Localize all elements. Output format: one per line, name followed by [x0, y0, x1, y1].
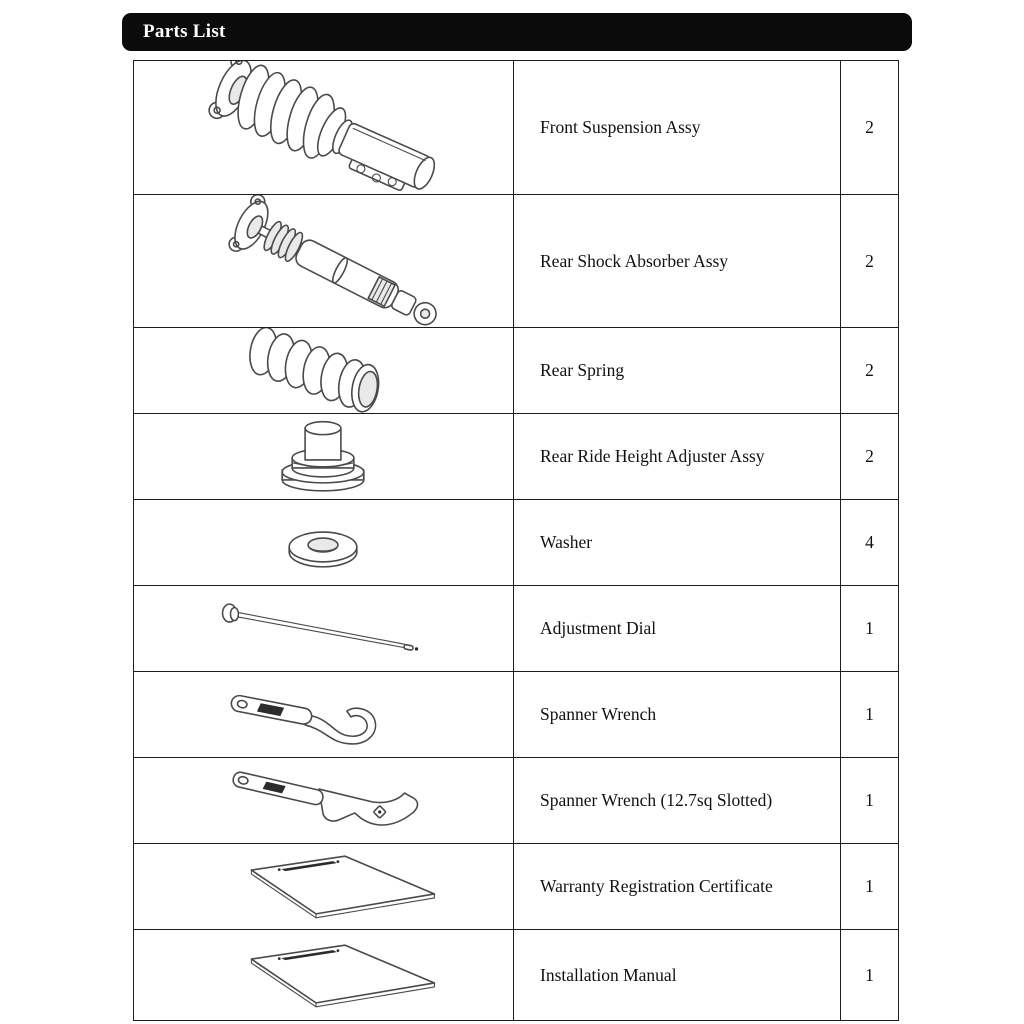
washer-illustration: [134, 500, 513, 585]
rear-shock-absorber-assy-illustration: [134, 195, 513, 327]
table-row: [134, 672, 898, 758]
page-title: Parts List: [143, 21, 226, 42]
part-quantity: 1: [865, 876, 874, 896]
parts-list-header: [122, 13, 912, 51]
part-name: Front Suspension Assy: [514, 61, 841, 194]
table-row: [134, 414, 898, 500]
part-quantity: 4: [865, 532, 874, 552]
table-row: [134, 328, 898, 414]
table-row: [134, 61, 898, 195]
parts-table: [133, 60, 899, 1021]
part-quantity: 2: [865, 446, 874, 466]
installation-manual-illustration: [134, 930, 513, 1020]
rear-ride-height-adjuster-illustration: [134, 414, 513, 499]
part-name: Rear Shock Absorber Assy: [514, 195, 841, 327]
table-row: [134, 844, 898, 930]
adjustment-dial-illustration: [134, 586, 513, 671]
part-name: Rear Spring: [514, 328, 841, 413]
part-quantity: 2: [865, 360, 874, 380]
table-row: [134, 586, 898, 672]
warranty-certificate-illustration: [134, 844, 513, 929]
part-name: Spanner Wrench: [514, 672, 841, 757]
part-image-cell: [134, 844, 514, 929]
part-quantity: 1: [865, 618, 874, 638]
part-quantity: 1: [865, 704, 874, 724]
part-image-cell: [134, 500, 514, 585]
part-image-cell: [134, 61, 514, 194]
part-name: Washer: [514, 500, 841, 585]
spanner-wrench-slotted-illustration: [134, 758, 513, 843]
table-row: [134, 758, 898, 844]
part-name: Rear Ride Height Adjuster Assy: [514, 414, 841, 499]
part-quantity: 2: [865, 250, 874, 271]
part-image-cell: [134, 586, 514, 671]
table-row: [134, 930, 898, 1020]
part-name: Spanner Wrench (12.7sq Slotted): [514, 758, 841, 843]
part-quantity: 1: [865, 790, 874, 810]
table-row: [134, 195, 898, 328]
part-name: Warranty Registration Certificate: [514, 844, 841, 929]
part-image-cell: [134, 195, 514, 327]
part-name: Installation Manual: [514, 930, 841, 1020]
part-image-cell: [134, 758, 514, 843]
front-suspension-assy-illustration: [134, 61, 513, 194]
part-image-cell: [134, 930, 514, 1020]
part-image-cell: [134, 414, 514, 499]
part-image-cell: [134, 328, 514, 413]
table-row: [134, 500, 898, 586]
part-image-cell: [134, 672, 514, 757]
spanner-wrench-illustration: [134, 672, 513, 757]
part-name: Adjustment Dial: [514, 586, 841, 671]
rear-spring-illustration: [134, 328, 513, 413]
part-quantity: 2: [865, 117, 874, 137]
part-quantity: 1: [865, 964, 874, 985]
